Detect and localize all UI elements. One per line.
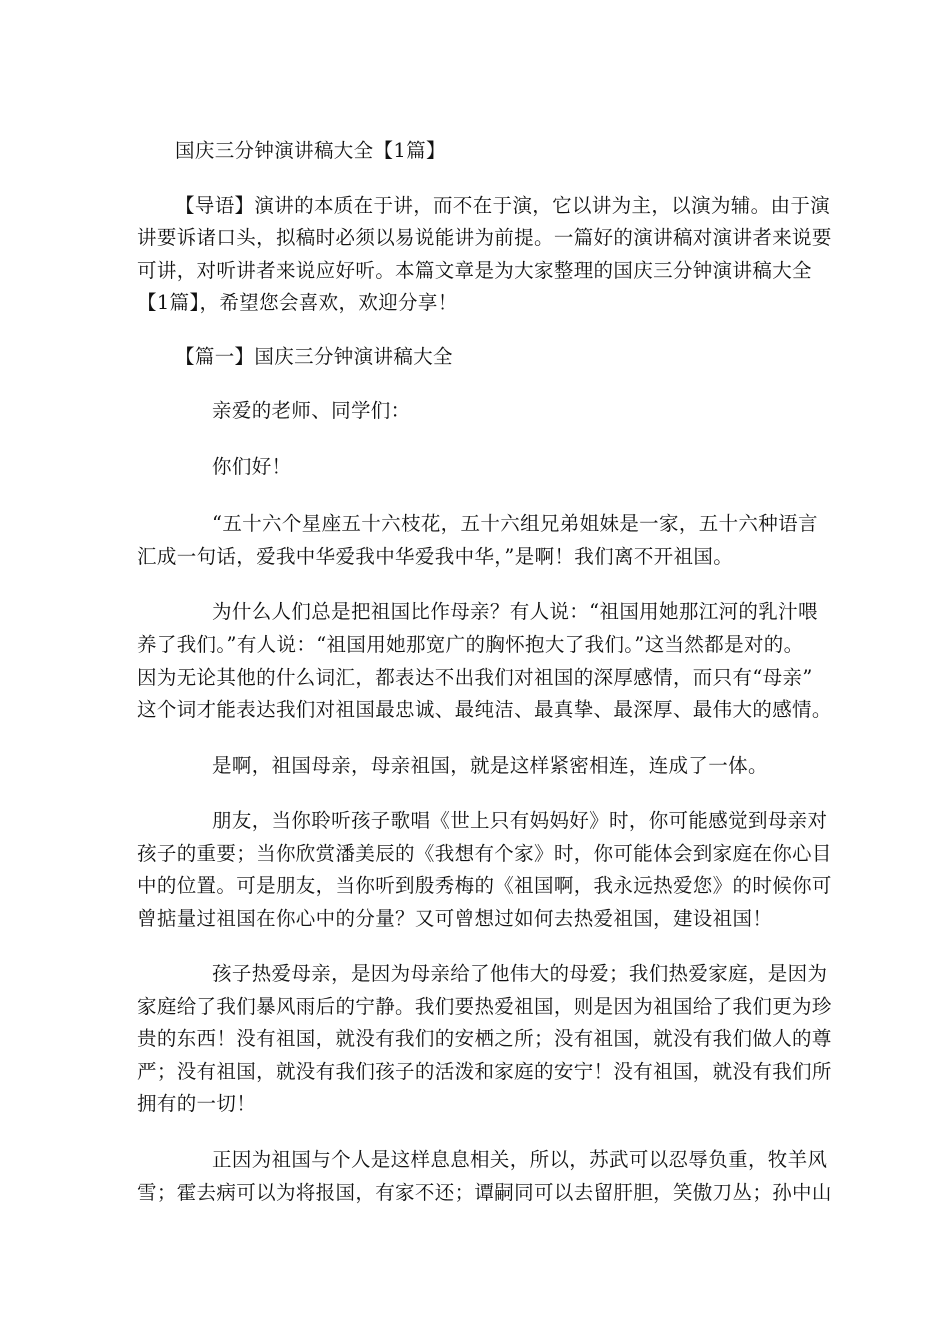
paragraph-line: 朋友，当你聆听孩子歌唱《世上只有妈妈好》时，你可能感觉到母亲对	[212, 809, 828, 832]
paragraph-line: 为什么人们总是把祖国比作母亲？有人说：“祖国用她那江河的乳汁喂	[212, 600, 818, 623]
paragraph-line: 中的位置。可是朋友，当你听到殷秀梅的《祖国啊，我永远热爱您》的时候你可	[137, 874, 832, 897]
paragraph-line: 是啊，祖国母亲，母亲祖国，就是这样紧密相连，连成了一体。	[212, 754, 768, 777]
salutation: 亲爱的老师、同学们：	[212, 399, 411, 422]
intro-line: 【导语】演讲的本质在于讲，而不在于演，它以讲为主，以演为辅。由于演	[175, 194, 831, 217]
paragraph-line: 严；没有祖国，就没有我们孩子的活泼和家庭的安宁！没有祖国，就没有我们所	[137, 1060, 832, 1083]
intro-line: 可讲，对听讲者来说应好听。本篇文章是为大家整理的国庆三分钟演讲稿大全	[137, 259, 812, 282]
intro-line: 讲要诉诸口头，拟稿时必须以易说能讲为前提。一篇好的演讲稿对演讲者来说要	[137, 226, 832, 249]
intro-line: 【1篇】，希望您会喜欢，欢迎分享！	[137, 291, 458, 314]
document-title: 国庆三分钟演讲稿大全【1篇】	[175, 139, 446, 162]
greeting: 你们好！	[212, 455, 292, 478]
paragraph-line: 正因为祖国与个人是这样息息相关，所以，苏武可以忍辱负重，牧羊风	[212, 1148, 828, 1171]
paragraph-line: “五十六个星座五十六枝花，五十六组兄弟姐妹是一家，五十六种语言	[212, 512, 818, 535]
paragraph-line: 孩子热爱母亲，是因为母亲给了他伟大的母爱；我们热爱家庭，是因为	[212, 962, 828, 985]
paragraph-line: 曾掂量过祖国在你心中的分量？又可曾想过如何去热爱祖国，建设祖国！	[137, 907, 773, 930]
paragraph-line: 贵的东西！没有祖国，就没有我们的安栖之所；没有祖国，就没有我们做人的尊	[137, 1027, 832, 1050]
paragraph-line: 养了我们。”有人说：“祖国用她那宽广的胸怀抱大了我们。”这当然都是对的。	[137, 633, 804, 656]
paragraph-line: 家庭给了我们暴风雨后的宁静。我们要热爱祖国，则是因为祖国给了我们更为珍	[137, 995, 832, 1018]
paragraph-line: 雪；霍去病可以为将报国，有家不还；谭嗣同可以去留肝胆，笑傲刀丛；孙中山	[137, 1181, 832, 1204]
paragraph-line: 汇成一句话，爱我中华爱我中华爱我中华，”是啊！我们离不开祖国。	[137, 545, 734, 568]
paragraph-line: 这个词才能表达我们对祖国最忠诚、最纯洁、最真挚、最深厚、最伟大的感情。	[137, 698, 832, 721]
section-heading: 【篇一】国庆三分钟演讲稿大全	[175, 345, 453, 368]
paragraph-line: 拥有的一切！	[137, 1092, 257, 1115]
paragraph-line: 孩子的重要；当你欣赏潘美辰的《我想有个家》时，你可能体会到家庭在你心目	[137, 842, 832, 865]
paragraph-line: 因为无论其他的什么词汇，都表达不出我们对祖国的深厚感情，而只有“母亲”	[137, 666, 813, 689]
